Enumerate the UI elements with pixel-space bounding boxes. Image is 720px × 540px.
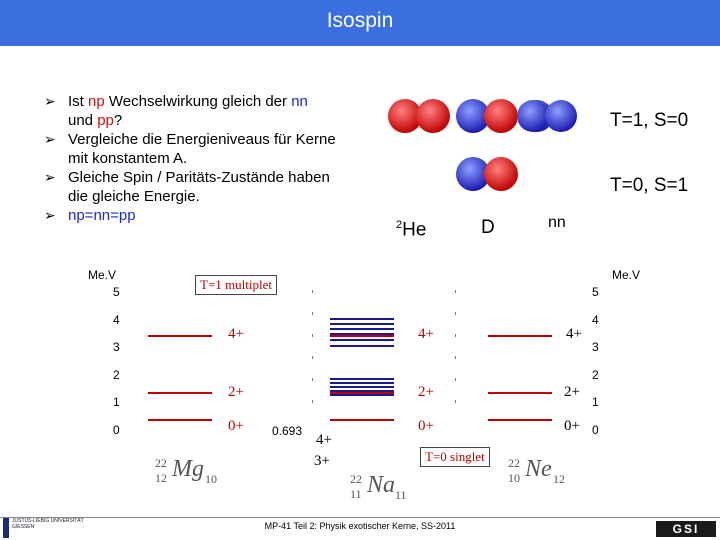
na-extra-level: 0.693 (272, 424, 303, 438)
bullet-arrow-icon: ➢ (44, 169, 56, 185)
page-title: Isospin (326, 9, 394, 32)
uni-logo-text: JUSTUS-LIEBIG UNIVERSITÄT GIESSEN (12, 518, 84, 530)
bullet-text: die gleiche Energie. (68, 188, 200, 205)
footer-rule (0, 517, 720, 518)
bullet-text: Vergleiche die Energieniveaus für Kerne (68, 131, 336, 148)
ne-n: 12 (553, 472, 565, 486)
bullet-text: Ist (68, 93, 89, 110)
state-t1-label: T=1, S=0 (610, 110, 689, 131)
left-tick-label: 0 (113, 423, 120, 437)
bullet-text: np=nn=pp (68, 207, 136, 224)
bullet-item (44, 92, 394, 111)
bullet-text: np (88, 93, 105, 110)
bullet-text: mit konstantem A. (68, 150, 188, 167)
right-tick-label: 2 (592, 368, 599, 382)
multiplet-label: T=1 multiplet (195, 275, 277, 295)
title-bar (0, 0, 720, 46)
na-level (330, 323, 394, 325)
ne-level-4 (488, 335, 552, 337)
ne-level-2 (488, 392, 552, 394)
mg-symbol: Mg (172, 456, 204, 482)
left-tick-label: 1 (113, 395, 120, 409)
right-tick-label: 1 (592, 395, 599, 409)
bullet-continuation (44, 111, 394, 130)
right-tick-label: 5 (592, 285, 599, 299)
ne-spin-4: 4+ (566, 326, 582, 342)
left-tick-label: 5 (113, 285, 120, 299)
na-n: 11 (395, 488, 407, 502)
state-t0-label: T=0, S=1 (610, 175, 689, 196)
he-label (396, 219, 426, 241)
pp-pair (388, 99, 450, 133)
na-level-analog (330, 419, 394, 421)
bullet-list (44, 92, 394, 225)
ne-symbol: Ne (525, 456, 552, 482)
na-level (330, 394, 394, 396)
na-mass: 22 (350, 472, 362, 486)
ne-z: 10 (508, 471, 520, 485)
mg-level-4 (148, 335, 212, 337)
na-spin-0: 0+ (418, 418, 434, 434)
bullet-text: nn (291, 93, 308, 110)
na-level (330, 345, 394, 347)
na-level (330, 328, 394, 330)
mg-spin-4: 4+ (228, 326, 244, 342)
ne-level-0 (488, 419, 552, 421)
bullet-text: pp (97, 112, 114, 129)
bullet-text: Gleiche Spin / Paritäts-Zustände haben (68, 169, 330, 186)
na-symbol: Na (367, 472, 396, 498)
na-spin-3: 3+ (314, 453, 330, 469)
footer-text: MP-41 Teil 2: Physik exotischer Kerne, SS-2011 (264, 521, 456, 531)
bullet-item (44, 168, 394, 187)
left-tick-label: 3 (113, 340, 120, 354)
ne-mass: 22 (508, 456, 520, 470)
bullet-item (44, 130, 394, 149)
mg-n: 10 (205, 472, 217, 486)
mg-level-2 (148, 392, 212, 394)
bullet-arrow-icon: ➢ (44, 131, 56, 147)
mg-column-divider (312, 290, 313, 420)
proton-sphere (484, 99, 518, 133)
bullet-arrow-icon: ➢ (44, 93, 56, 109)
proton-sphere (416, 99, 450, 133)
bullet-text: ? (113, 112, 123, 129)
na-level (330, 339, 394, 341)
left-tick-label: 2 (113, 368, 120, 382)
mg-mass: 22 (155, 456, 167, 470)
bullet-text: Wechselwirkung gleich der (104, 93, 292, 110)
bullet-arrow-icon: ➢ (44, 207, 56, 223)
ne-spin-0: 0+ (564, 418, 580, 434)
singlet-label: T=0 singlet (420, 447, 490, 467)
na-level (330, 378, 394, 380)
bullet-continuation (44, 149, 394, 168)
ne-spin-2: 2+ (564, 384, 580, 400)
he-mass: 2 (396, 219, 403, 231)
bullet-continuation (44, 187, 394, 206)
na-level-analog (330, 392, 394, 394)
na-spin-4-lower: 4+ (316, 432, 332, 448)
bullet-item (44, 206, 394, 225)
proton-sphere (484, 157, 518, 191)
na-level (330, 386, 394, 388)
na-spin-2: 2+ (418, 384, 434, 400)
na-level (330, 318, 394, 320)
right-tick-label: 4 (592, 313, 599, 327)
na-spin-4-upper: 4+ (418, 326, 434, 342)
nn-pair-right (518, 97, 578, 137)
left-tick-label: 4 (113, 313, 120, 327)
gsi-logo-text: GSI (672, 522, 700, 536)
nn-label: nn (548, 214, 566, 231)
na-level-analog (330, 335, 394, 337)
mg-level-0 (148, 419, 212, 421)
right-tick-label: 3 (592, 340, 599, 354)
na-z: 11 (350, 487, 362, 501)
unit-right: Me.V (612, 268, 641, 282)
na-level (330, 382, 394, 384)
na-column-divider (455, 290, 456, 420)
d-label: D (481, 217, 495, 238)
bullet-text: und (68, 112, 98, 129)
he-symbol: He (402, 219, 427, 241)
unit-left: Me.V (88, 268, 117, 282)
gsi-logo (656, 521, 716, 537)
mg-spin-0: 0+ (228, 418, 244, 434)
mg-spin-2: 2+ (228, 384, 244, 400)
deuteron-pair (456, 157, 518, 191)
mg-z: 12 (155, 471, 167, 485)
right-tick-label: 0 (592, 423, 599, 437)
np-pair (456, 99, 518, 133)
